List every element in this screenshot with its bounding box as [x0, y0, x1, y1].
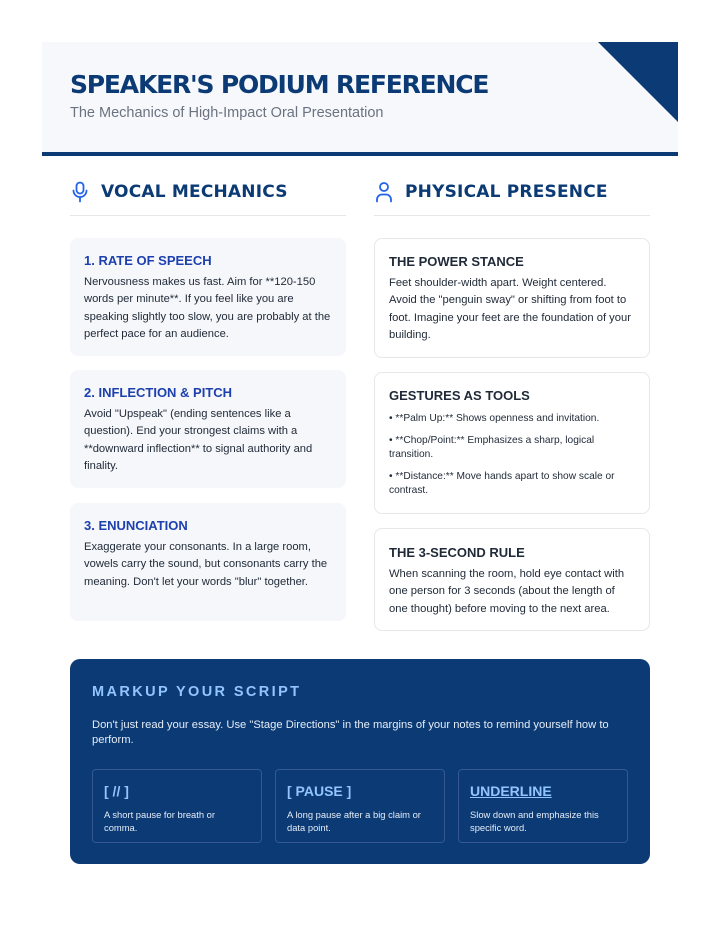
corner-triangle-decoration — [598, 42, 678, 122]
card-body: Nervousness makes us fast. Aim for **120-150 words per minute**. If you feel like you are speaking slightly too slow, you are probably at the perfect pace for an audience. — [84, 276, 331, 340]
card-three-second-rule — [374, 528, 650, 631]
card-body: Feet shoulder-width apart. Weight centered. Avoid the "penguin sway" or shifting from foot to foot. Imagine your feet are the foundation of your building. — [389, 277, 631, 341]
markup-symbol: [ PAUSE ] — [287, 783, 352, 799]
card-title: THE 3-SECOND RULE — [389, 545, 525, 560]
header — [42, 42, 678, 156]
card-body: When scanning the room, hold eye contact with one person for 3 seconds (about the length of one thought) before moving to the next area. — [389, 568, 625, 615]
card-inflection-pitch — [70, 370, 346, 488]
page-title: SPEAKER'S PODIUM REFERENCE — [70, 70, 489, 99]
markup-symbol-short-pause — [92, 769, 262, 843]
markup-description: Slow down and emphasize this specific word. — [470, 809, 599, 833]
markup-description: A long pause after a big claim or data point. — [287, 809, 421, 833]
card-body: Avoid "Upspeak" (ending sentences like a question). End your strongest claims with a **downward inflection** to signal authority and finality. — [84, 408, 313, 472]
markup-script-panel — [70, 659, 650, 864]
section-header-physical — [374, 180, 650, 216]
card-rate-of-speech — [70, 238, 346, 356]
card-gestures — [374, 372, 650, 514]
page-subtitle: The Mechanics of High-Impact Oral Presentation — [70, 105, 384, 121]
card-title: GESTURES AS TOOLS — [389, 388, 530, 403]
list-item: • **Distance:** Move hands apart to show scale or contrast. — [389, 470, 635, 498]
panel-title: MARKUP YOUR SCRIPT — [92, 684, 302, 700]
card-title: THE POWER STANCE — [389, 254, 524, 269]
section-title-vocal: VOCAL MECHANICS — [101, 182, 288, 202]
card-title: 1. RATE OF SPEECH — [84, 253, 212, 268]
markup-symbol: [ // ] — [104, 783, 129, 799]
markup-symbol: UNDERLINE — [470, 783, 552, 799]
list-item: • **Palm Up:** Shows openness and invitation. — [389, 412, 635, 426]
markup-symbol-underline — [458, 769, 628, 843]
panel-description: Don't just read your essay. Use "Stage Directions" in the margins of your notes to remind yourself how to perform. — [92, 719, 609, 746]
person-icon — [374, 180, 394, 204]
microphone-icon — [70, 180, 90, 204]
card-power-stance — [374, 238, 650, 358]
card-enunciation — [70, 503, 346, 621]
card-body: Exaggerate your consonants. In a large room, vowels carry the sound, but consonants carry the meaning. Don't let your words "blur" together. — [84, 541, 328, 588]
markup-description: A short pause for breath or comma. — [104, 809, 216, 833]
section-header-vocal — [70, 180, 346, 216]
list-item: • **Chop/Point:** Emphasizes a sharp, logical transition. — [389, 434, 635, 462]
gesture-list — [389, 412, 635, 498]
card-title: 3. ENUNCIATION — [84, 518, 188, 533]
card-title: 2. INFLECTION & PITCH — [84, 385, 233, 400]
markup-symbol-long-pause — [275, 769, 445, 843]
section-title-physical: PHYSICAL PRESENCE — [405, 182, 608, 202]
